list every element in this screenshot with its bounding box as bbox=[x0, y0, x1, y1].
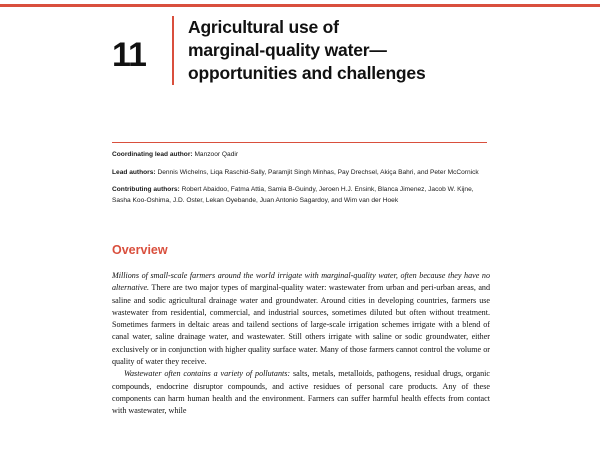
overview-paragraph-2 bbox=[112, 368, 490, 417]
section-heading-overview: Overview bbox=[112, 243, 168, 257]
page-top-accent-rule bbox=[0, 4, 600, 7]
chapter-title-line-2: marginal-quality water— bbox=[188, 40, 387, 61]
chapter-title-line-1: Agricultural use of bbox=[188, 17, 339, 37]
coordinating-lead-author-line bbox=[112, 150, 492, 161]
overview-paragraph-2-lead: Wastewater often contains a variety of pollutants: bbox=[124, 369, 291, 379]
chapter-title-block bbox=[172, 16, 426, 85]
chapter-header bbox=[112, 16, 492, 85]
contributing-authors-names: Robert Abaidoo, Fatma Attia, Samia B-Guindy, Jeroen H.J. Ensink, Blanca Jimenez, Jacob W. Kijne, Sasha Koo-Oshima, J.D. Oster, Lekan Oyebande, Juan Antonio Sagardoy, and Wim van der Hoek bbox=[112, 186, 474, 205]
page-bottom-fade bbox=[0, 436, 600, 450]
authors-divider-rule bbox=[112, 142, 487, 143]
coordinating-lead-author-names: Manzoor Qadir bbox=[194, 151, 239, 158]
lead-authors-names: Dennis Wichelns, Liqa Raschid-Sally, Paramjit Singh Minhas, Pay Drechsel, Akiça Bahri, and Peter McCornick bbox=[157, 168, 479, 176]
lead-authors-label: Lead authors: bbox=[112, 168, 156, 176]
overview-paragraph-2-rest: salts, metals, metalloids, pathogens, residual drugs, organic compounds, endocrine disruptor compounds, and active residues of personal care products. Any of these components can harm human health and the environment. Farmers can suffer harmful health effects from contact with wastewater, while bbox=[112, 369, 490, 416]
chapter-title-line-3: opportunities and challenges bbox=[188, 63, 426, 84]
contributing-authors-label: Contributing authors: bbox=[112, 186, 180, 194]
overview-body-text bbox=[112, 270, 490, 418]
chapter-number: 11 bbox=[112, 36, 146, 74]
authors-block bbox=[112, 150, 492, 214]
overview-paragraph-1-lead: Millions of small-scale farmers around the world irrigate with marginal-quality water, often because they have no alternative. bbox=[112, 271, 490, 293]
lead-authors-line bbox=[112, 168, 492, 179]
coordinating-lead-author-label: Coordinating lead author: bbox=[112, 151, 193, 158]
overview-paragraph-1 bbox=[112, 270, 490, 368]
contributing-authors-line bbox=[112, 185, 492, 206]
overview-paragraph-1-rest: There are two major types of marginal-quality water: wastewater from urban and peri-urban areas, and saline and sodic agricultural drainage water and groundwater. Around cities in developing countries, farmers use wastewater from residential, commercial, and industrial sources, sometimes diluted but often without treatment. Sometimes farmers in deltaic areas and tailend sections of large-scale irrigation schemes irrigate with a blend of canal water, saline drainage water, and wastewater. Still others irrigate with saline or sodic groundwater, either exclusively or in conjunction with higher quality surface water. Many of those farmers cannot control the volume or quality of water they receive. bbox=[112, 283, 490, 367]
